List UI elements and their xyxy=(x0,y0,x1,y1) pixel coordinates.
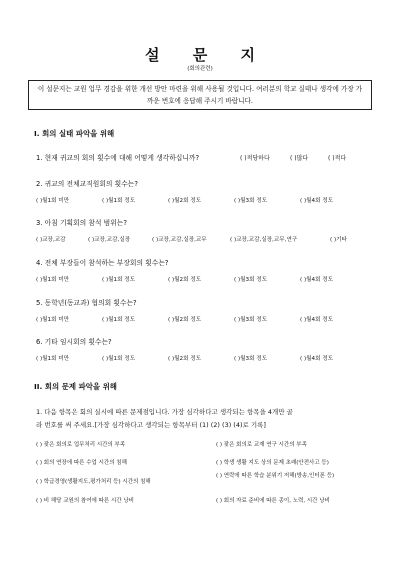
question-text: 6. 기타 임시회의 횟수는? xyxy=(36,338,112,346)
answer-option[interactable]: ( )월3회 정도 xyxy=(234,317,268,323)
question-text: 1. 다음 항목은 회의 실시에 따른 문제점입니다. 가장 심각하다고 생각되는 항목을 4개만 골 xyxy=(36,408,293,416)
intro-box: 이 설문지는 교원 업무 경감을 위한 개선 방안 마련을 위해 사용될 것입니다. 여러분의 학교 실태나 생각에 가장 가까운 번호에 응답해 주시기 바랍니다. xyxy=(28,80,372,110)
answer-option[interactable]: ( )월1회 정도 xyxy=(102,317,136,323)
section-heading: II. 회의 문제 파악을 위해 xyxy=(34,382,117,391)
problem-item[interactable]: ( ) 잦은 회의로 업무처리 시간의 부족 xyxy=(36,442,126,448)
problem-item[interactable]: ( ) 연락에 따른 학습 분위기 저해(방송,인터폰 등) xyxy=(216,473,335,479)
answer-option[interactable]: ( )월4회 정도 xyxy=(300,198,334,204)
answer-option[interactable]: ( )월4회 정도 xyxy=(300,317,334,323)
answer-option[interactable]: ( )월2회 정도 xyxy=(168,356,202,362)
question-text: 1. 현재 귀교의 회의 횟수에 대해 어떻게 생각하십니까? xyxy=(36,154,200,162)
answer-option[interactable]: ( )월1회 정도 xyxy=(102,198,136,204)
answer-option[interactable]: ( )월4회 정도 xyxy=(300,277,334,283)
question-text: 5. 동학년(동교과) 협의회 횟수는? xyxy=(36,299,137,307)
question-text: 3. 아침 기획회의 참석 범위는? xyxy=(36,219,127,227)
problem-item[interactable]: ( ) 회의 자료 준비에 따른 종이, 노력, 시간 낭비 xyxy=(216,498,330,504)
answer-option[interactable]: ( )많다 xyxy=(290,155,309,162)
page-title: 설 문 지 xyxy=(145,46,269,64)
section-heading: I. 회의 실태 파악을 위해 xyxy=(34,129,115,138)
answer-option[interactable]: ( )월4회 정도 xyxy=(300,356,334,362)
answer-option[interactable]: ( )월1회 미만 xyxy=(36,198,70,204)
answer-option[interactable]: ( )교장,교감 xyxy=(36,237,66,243)
answer-option[interactable]: ( )교장,교감,실장 xyxy=(88,237,131,243)
problem-item[interactable]: ( ) 학급경영(생활지도,평가처리 등) 시간의 침해 xyxy=(36,479,151,485)
answer-option[interactable]: ( )월1회 정도 xyxy=(102,277,136,283)
answer-option[interactable]: ( )적당하다 xyxy=(240,155,270,162)
problem-item[interactable]: ( ) 회의 연장에 따른 수업 시간의 침해 xyxy=(36,460,127,466)
answer-option[interactable]: ( )월1회 미만 xyxy=(36,317,70,323)
answer-option[interactable]: ( )월2회 정도 xyxy=(168,198,202,204)
answer-option[interactable]: ( )월1회 미만 xyxy=(36,277,70,283)
answer-option[interactable]: ( )적다 xyxy=(328,155,347,162)
answer-option[interactable]: ( )월3회 정도 xyxy=(234,277,268,283)
problem-item[interactable]: ( ) 비 해당 교원의 참여에 따른 시간 낭비 xyxy=(36,498,134,504)
question-text: 2. 귀교의 전체교직원회의 횟수는? xyxy=(36,180,138,188)
problem-item[interactable]: ( ) 잦은 회의로 교재 연구 시간의 부족 xyxy=(216,442,307,448)
answer-option[interactable]: ( )월1회 미만 xyxy=(36,356,70,362)
answer-option[interactable]: ( )월3회 정도 xyxy=(234,198,268,204)
answer-option[interactable]: ( )월1회 정도 xyxy=(102,356,136,362)
answer-option[interactable]: ( )기타 xyxy=(330,237,347,243)
question-text: 라 번호를 써 주세요.[가장 심각하다고 생각되는 항목부터 (1) (2) (3) (4)로 기록] xyxy=(36,421,266,429)
problem-item[interactable]: ( ) 학생 생활 지도 상의 문제 초래(안전사고 등) xyxy=(216,460,329,466)
answer-option[interactable]: ( )교장,교감,실장,교무 xyxy=(152,237,207,243)
page-subtitle: (회의관련) xyxy=(187,66,213,72)
answer-option[interactable]: ( )월3회 정도 xyxy=(234,356,268,362)
question-text: 4. 전체 부장들이 참석하는 부장회의 횟수는? xyxy=(36,259,169,267)
answer-option[interactable]: ( )월2회 정도 xyxy=(168,317,202,323)
answer-option[interactable]: ( )교장,교감,실장,교무,연구 xyxy=(230,237,298,243)
answer-option[interactable]: ( )월2회 정도 xyxy=(168,277,202,283)
